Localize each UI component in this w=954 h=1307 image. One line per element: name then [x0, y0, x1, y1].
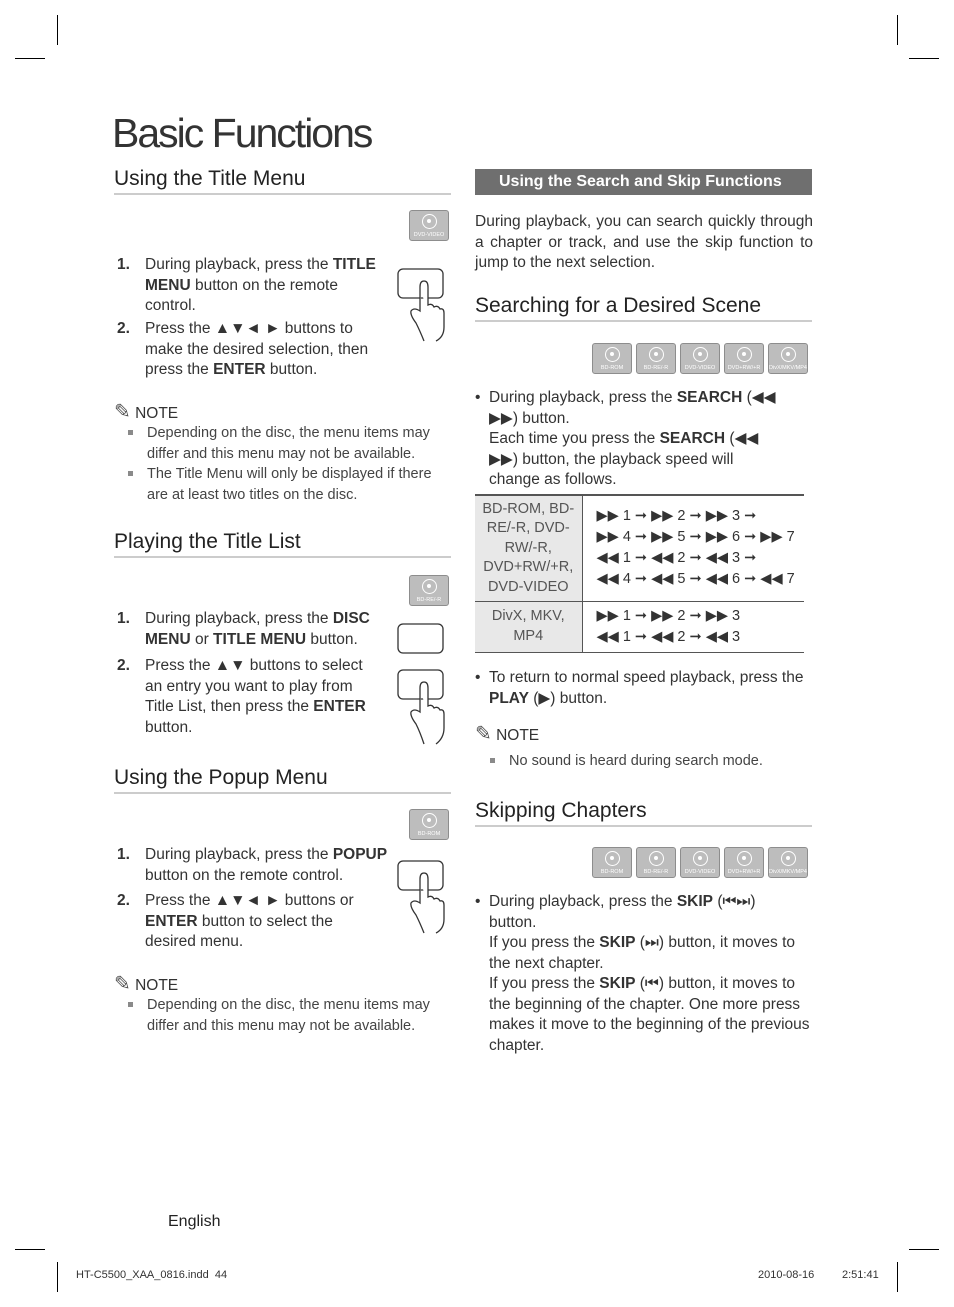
table-cell-speeds: ▶▶ 1 ➞ ▶▶ 2 ➞ ▶▶ 3 ➞ ▶▶ 4 ➞ ▶▶ 5 ➞ ▶▶ 6 ➞ ▶▶ 7 ◀◀ 1 ➞ ◀◀ 2 ➞ ◀◀ 3 ➞ ◀◀ 4 ➞ ◀◀ 5 ➞ ◀◀ 6 ➞ ◀◀ 7 — [582, 495, 804, 601]
step-2: 2. Press the ▲▼◄ ► buttons to make the desired selection, then press the ENTER button. — [117, 320, 369, 378]
bullet-play: • To return to normal speed playback, press the PLAY (▶) button. — [475, 669, 804, 707]
table-cell-media: DivX, MKV, MP4 — [475, 601, 582, 652]
crop-mark — [909, 58, 939, 59]
skip-next-paragraph: If you press the SKIP (⏭) button, it moves to the next chapter. — [489, 934, 796, 972]
note-item: No sound is heard during search mode. — [490, 751, 810, 773]
page-title: Basic Functions — [112, 110, 372, 156]
search-speed-table — [475, 494, 804, 653]
bullet-search: • During playback, press the SEARCH (◀◀ ▶▶) button. — [475, 389, 776, 427]
remote-hand-icon — [396, 622, 452, 746]
table-row — [475, 495, 804, 601]
dvd-rw-disc-icon: DVD+RW/+R — [724, 343, 764, 374]
table-row — [475, 601, 804, 652]
crop-mark — [57, 15, 58, 45]
remote-hand-icon — [396, 267, 452, 343]
step-1: 1. During playback, press the DISC MENU or TITLE MENU button. — [117, 610, 370, 648]
section-rule — [114, 556, 451, 558]
bd-re-disc-icon: BD-RE/-R — [636, 343, 676, 374]
bd-rom-disc-icon: BD-ROM — [592, 343, 632, 374]
pencil-icon: ✎ — [475, 723, 492, 745]
intro-paragraph: During playback, you can search quickly through a chapter or track, and use the skip function to jump to the next selection. — [475, 213, 813, 271]
step-1: 1. During playback, press the POPUP button on the remote control. — [117, 846, 388, 884]
note-heading: ✎ NOTE — [114, 973, 179, 995]
note-heading: ✎ NOTE — [475, 723, 540, 745]
search-speed-paragraph: Each time you press the SEARCH (◀◀ ▶▶) button, the playback speed will change as follows. — [489, 430, 759, 488]
dvd-rw-disc-icon: DVD+RW/+R — [724, 847, 764, 878]
section-rule — [475, 320, 812, 322]
dvd-video-disc-icon: DVD-VIDEO — [680, 343, 720, 374]
section-bar-search-skip: Using the Search and Skip Functions — [475, 169, 812, 195]
section-rule — [114, 193, 451, 195]
table-cell-speeds: ▶▶ 1 ➞ ▶▶ 2 ➞ ▶▶ 3 ◀◀ 1 ➞ ◀◀ 2 ➞ ◀◀ 3 — [582, 601, 804, 652]
bd-re-disc-icon: BD-RE/-R — [636, 847, 676, 878]
step-1: 1. During playback, press the TITLE MENU button on the remote control. — [117, 256, 376, 314]
note-item: The Title Menu will only be displayed if there are at least two titles on the disc. — [128, 464, 453, 506]
page-language: English — [168, 1213, 221, 1230]
section-heading-popup-menu: Using the Popup Menu — [114, 766, 328, 789]
pencil-icon: ✎ — [114, 401, 131, 423]
footer-file: HT-C5500_XAA_0816.indd 44 — [76, 1269, 228, 1281]
note-heading: ✎ NOTE — [114, 401, 179, 423]
skip-prev-paragraph: If you press the SKIP (⏮) button, it moves to the beginning of the chapter. One more press makes it move to the beginning of the previous chapter. — [489, 975, 810, 1054]
bd-rom-disc-icon: BD-ROM — [592, 847, 632, 878]
note-item: Depending on the disc, the menu items may differ and this menu may not be available. — [128, 423, 453, 465]
footer-time: 2:51:41 — [842, 1269, 879, 1281]
remote-hand-icon — [396, 859, 452, 935]
section-rule — [475, 825, 812, 827]
crop-mark — [15, 58, 45, 59]
section-heading-title-menu: Using the Title Menu — [114, 167, 306, 190]
section-heading-search-scene: Searching for a Desired Scene — [475, 294, 761, 317]
section-rule — [114, 792, 451, 794]
note-item: Depending on the disc, the menu items may differ and this menu may not be available. — [128, 995, 453, 1037]
divx-disc-icon: DivX/MKV/MP4 — [768, 343, 808, 374]
crop-mark — [909, 1249, 939, 1250]
divx-disc-icon: DivX/MKV/MP4 — [768, 847, 808, 878]
bd-re-disc-icon: BD-RE/-R — [409, 575, 449, 606]
crop-mark — [897, 1262, 898, 1292]
section-heading-title-list: Playing the Title List — [114, 530, 301, 553]
footer-date: 2010-08-16 — [758, 1269, 815, 1281]
section-heading-skipping: Skipping Chapters — [475, 799, 647, 822]
table-cell-media: BD-ROM, BD-RE/-R, DVD-RW/-R, DVD+RW/+R, DVD-VIDEO — [475, 495, 582, 601]
bullet-skip: • During playback, press the SKIP (⏮⏭) button. — [475, 893, 756, 931]
crop-mark — [897, 15, 898, 45]
dvd-video-disc-icon: DVD-VIDEO — [409, 210, 449, 241]
step-2: 2. Press the ▲▼◄ ► buttons or ENTER button to select the desired menu. — [117, 892, 354, 950]
crop-mark — [57, 1262, 58, 1292]
bd-rom-disc-icon: BD-ROM — [409, 809, 449, 840]
pencil-icon: ✎ — [114, 973, 131, 995]
crop-mark — [15, 1249, 45, 1250]
dvd-video-disc-icon: DVD-VIDEO — [680, 847, 720, 878]
step-2: 2. Press the ▲▼ buttons to select an entry you want to play from Title List, then press the ENTER button. — [117, 657, 366, 736]
